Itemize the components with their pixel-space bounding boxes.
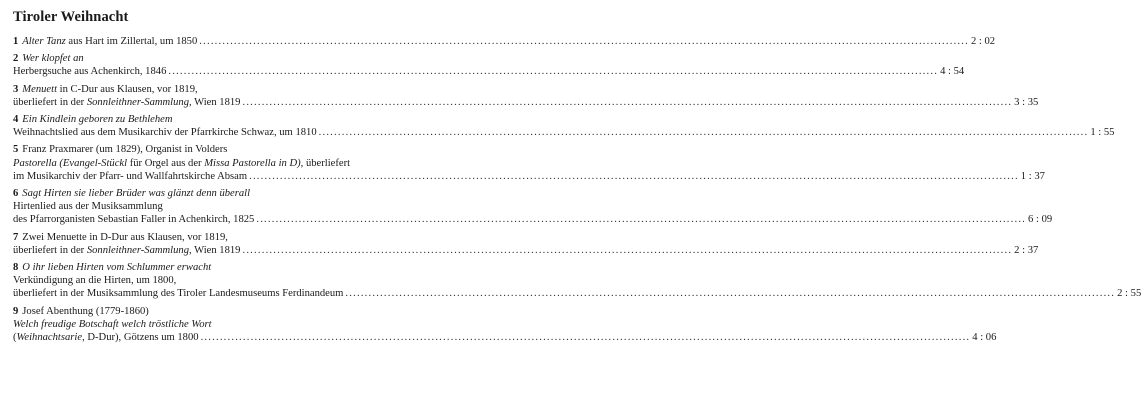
track-text-segment: für Orgel aus der [127, 157, 205, 169]
track-text-segment: Weihnachtsarie [16, 332, 83, 344]
track-line [13, 261, 388, 274]
track-duration: 1 : 55 [1090, 127, 1115, 139]
track-text-segment: Ein Kindlein geboren zu Bethlehem [22, 114, 173, 126]
dot-leader: ........................................................................................................................................................................................................ [318, 127, 1089, 139]
track-list [13, 35, 1141, 344]
track-text-segment: Wer klopfet an [22, 53, 84, 65]
track-text-segment: Sagt Hirten sie lieber Brüder was glänzt denn überall [22, 188, 251, 200]
track-description [13, 331, 199, 344]
track-text-segment: Menuett [22, 83, 58, 95]
track-text-segment: , Wien 1819 [189, 96, 241, 108]
track-text-segment: aus Hart im Zillertal, um 1850 [65, 36, 198, 47]
track-last-line [13, 96, 1039, 109]
track-item [13, 261, 1141, 301]
track-number: 8 [13, 262, 19, 274]
track-text-segment: Josef Abenthung (1779-1860) [22, 305, 149, 317]
track-line [13, 305, 388, 318]
track-text-segment: O ihr lieben Hirten vom Schlummer erwacht [22, 262, 212, 274]
track-number: 2 [13, 53, 19, 65]
track-line [13, 83, 388, 96]
track-last-line [13, 331, 997, 344]
track-text-segment: Welch freudige Botschaft welch tröstliche Wort [13, 318, 212, 330]
track-duration: 4 : 06 [972, 332, 997, 344]
track-text-segment: Alter Tanz [22, 36, 66, 47]
dot-leader: ........................................................................................................................................................................................................ [242, 96, 1013, 108]
track-last-line [13, 244, 1039, 257]
track-description [13, 96, 240, 109]
track-duration: 1 : 37 [1020, 170, 1045, 182]
track-last-line [13, 287, 1141, 300]
track-duration: 2 : 37 [1014, 244, 1039, 256]
track-description [13, 287, 343, 300]
track-line [13, 113, 388, 126]
track-description [13, 244, 240, 257]
track-text-segment: Herbergsuche aus Achenkirch, 1846 [13, 66, 167, 78]
dot-leader: ........................................................................................................................................................................................................ [249, 170, 1019, 182]
track-text-segment: überliefert in der [13, 96, 87, 108]
track-description [13, 65, 166, 78]
track-duration: 6 : 09 [1028, 214, 1053, 226]
track-number: 7 [13, 231, 19, 243]
track-text-segment: , überliefert [300, 157, 351, 169]
track-text-segment: des Pfarrorganisten Sebastian Faller in Achenkirch, 1825 [13, 214, 255, 226]
track-line [13, 157, 388, 170]
track-last-line [13, 213, 1053, 226]
track-text-segment: Hirtenlied aus der Musiksammlung [13, 201, 163, 213]
track-text-segment: Missa Pastorella in D) [204, 157, 301, 169]
track-text-segment: Zwei Menuette in D-Dur aus Klausen, vor 1819, [22, 231, 228, 243]
track-text-segment: ( [13, 332, 17, 344]
track-item [13, 305, 997, 345]
track-last-line [13, 126, 1115, 139]
track-item [13, 187, 1053, 227]
dot-leader: ........................................................................................................................................................................................................ [242, 244, 1013, 256]
track-duration: 3 : 35 [1014, 96, 1039, 108]
track-line [13, 231, 388, 244]
dot-leader: ........................................................................................................................................................................................................ [345, 288, 1116, 300]
dot-leader: ........................................................................................................................................................................................................ [200, 332, 971, 344]
track-number: 3 [13, 83, 19, 95]
track-text-segment: Sonnleithner-Sammlung [86, 244, 190, 256]
track-last-line [13, 170, 1045, 183]
track-text-segment: Weihnachtslied aus dem Musikarchiv der Pfarrkirche Schwaz, um 1810 [13, 127, 317, 139]
track-item [13, 83, 1039, 109]
track-text-segment: überliefert in der Musiksammlung des Tiroler Landesmuseums Ferdinandeum [13, 288, 344, 300]
track-number: 4 [13, 114, 19, 126]
track-text-segment: in C-Dur aus Klausen, vor 1819, [57, 83, 198, 95]
dot-leader: ........................................................................................................................................................................................................ [199, 36, 969, 47]
track-last-line [13, 65, 965, 78]
track-text-segment: Sonnleithner-Sammlung [86, 96, 190, 108]
track-line [13, 187, 388, 200]
track-duration: 4 : 54 [940, 66, 965, 78]
dot-leader: ........................................................................................................................................................................................................ [168, 66, 939, 78]
track-item [13, 143, 1045, 183]
track-line [13, 52, 388, 65]
track-number: 9 [13, 305, 19, 317]
track-line [13, 318, 388, 331]
track-text-segment: im Musikarchiv der Pfarr- und Wallfahrtskirche Absam [13, 170, 248, 182]
track-text-segment: , D-Dur), Götzens um 1800 [82, 332, 199, 344]
track-line [13, 274, 388, 287]
track-duration: 2 : 02 [970, 36, 996, 47]
track-text-segment: Verkündigung an die Hirten, um 1800, [13, 275, 177, 287]
track-text-segment: Pastorella (Evangel-Stückl [13, 157, 128, 169]
track-line [13, 143, 388, 156]
page-title: Tiroler Weihnacht [13, 9, 129, 25]
track-item [13, 113, 1115, 139]
track-item [13, 231, 1039, 257]
track-number: 5 [13, 144, 19, 156]
track-item [13, 52, 965, 78]
track-description [13, 170, 247, 183]
track-text-segment: überliefert in der [13, 244, 87, 256]
track-number: 1 [13, 36, 19, 47]
track-text-segment: , Wien 1819 [189, 244, 241, 256]
track-description [13, 35, 197, 48]
track-item [13, 35, 996, 48]
track-last-line [13, 35, 996, 48]
track-description [13, 213, 254, 226]
track-text-segment: Franz Praxmarer (um 1829), Organist in Volders [22, 144, 228, 156]
track-duration: 2 : 55 [1117, 288, 1141, 300]
dot-leader: ........................................................................................................................................................................................................ [256, 214, 1027, 226]
track-description [13, 126, 317, 139]
track-line [13, 200, 388, 213]
track-number: 6 [13, 188, 19, 200]
